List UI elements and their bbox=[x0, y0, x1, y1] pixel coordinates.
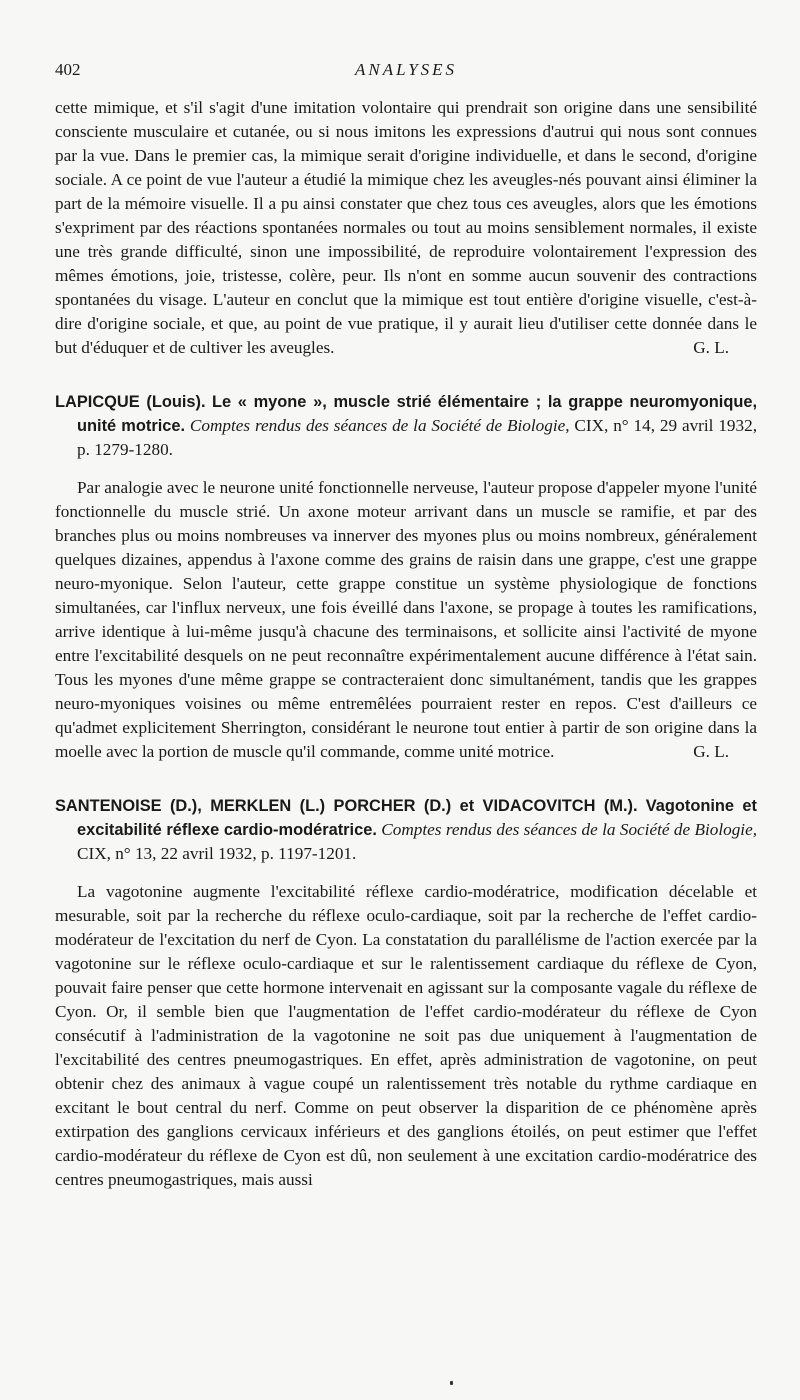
page-header bbox=[55, 60, 757, 84]
review-body-santenoise bbox=[55, 880, 757, 1192]
review-text: Par analogie avec le neurone unité fonctionnelle nerveuse, l'auteur propose d'appeler myone l'unité fonctionnelle du muscle strié. Un axone moteur arrivant dans un muscle se ramifie, et par des branches plus ou moins nombreuses va innerver des myones plus ou moins nombreux, généralement quelques dizaines, appendus à l'axone comme des grains de raisin dans une grappe, c'est une grappe neuro-myonique. Selon l'auteur, cette grappe constitue un système physiologique de fonctions simultanées, car l'influx nerveux, une fois éveillé dans l'axone, se propage à toutes les ramifications, arrive identique à lui-même jusqu'à chacune des terminaisons, et sollicite ainsi l'activité de myone entre l'excitabilité desquels on ne peut reconnaître expérimentalement aucune différence à l'état sain. Tous les myones d'une même grappe se contracteraient donc simultanément, tandis que les grappes neuro-myoniques voisines ou même entremêlées pourraient rester en repos. C'est d'ailleurs ce qu'admet explicitement Sherrington, considérant le neurone tout entier à partir de son origine dans la moelle avec la portion de muscle qu'il commande, comme unité motrice. bbox=[55, 478, 757, 761]
review-header-santenoise bbox=[55, 794, 757, 866]
review-header-lapicque bbox=[55, 390, 757, 462]
review-authors: SANTENOISE (D.), MERKLEN (L.) PORCHER (D.) et VIDACOVITCH (M.). bbox=[55, 797, 638, 815]
reviewer-initials: G. L. bbox=[693, 338, 729, 357]
page-body bbox=[55, 96, 757, 1192]
previous-review-text: cette mimique, et s'il s'agit d'une imitation volontaire qui prendrait son origine dans une sensibilité consciente musculaire et cutanée, ou si nous imitons les expressions d'autrui qui nous sont connues par la vue. Dans le premier cas, la mimique serait d'origine individuelle, et dans le second, d'origine sociale. A ce point de vue l'auteur a étudié la mimique chez les aveugles-nés pouvant ainsi éliminer la part de la mémoire visuelle. Il a pu ainsi constater que chez tous ces aveugles, alors que les émotions s'expriment par des réactions spontanées normales ou tout au moins sensiblement normales, il existe une très grande difficulté, sinon une impossibilité, de reproduire volontairement l'expression des mêmes émotions, joie, tristesse, colère, peur. Ils n'ont en somme aucun souvenir des contractions spontanées du visage. L'auteur en conclut que la mimique est tout entière d'origine visuelle, c'est-à-dire d'origine sociale, et que, au point de vue pratique, il y aurait lieu d'utiliser cette donnée dans le but d'éduquer et de cultiver les aveugles. bbox=[55, 98, 757, 357]
page-number: 402 bbox=[55, 60, 81, 79]
print-speck bbox=[450, 1381, 453, 1385]
review-body-lapicque bbox=[55, 476, 757, 764]
review-title: Le « myone », muscle strié élémentaire ; la grappe neuromyonique, unité motrice. bbox=[77, 393, 758, 435]
review-title: Vagotonine et excitabilité réflexe cardio-modératrice. bbox=[77, 797, 757, 839]
review-text: La vagotonine augmente l'excitabilité réflexe cardio-modératrice, modification décelable et mesurable, soit par la recherche du réflexe oculo-cardiaque, soit par la recherche de l'effet cardio-modérateur de l'excitation du nerf de Cyon. La constatation du parallélisme de l'action exercée par la vagotonine sur le réflexe oculo-cardiaque et sur le ralentissement cardiaque du réflexe de Cyon, pouvait faire penser que cette hormone intervenait en agissant sur la composante vagale du réflexe de Cyon. Or, il semble bien que l'augmentation de l'effet cardio-modérateur du réflexe de Cyon consécutif à l'administration de la vagotonine ne soit pas due uniquement à l'augmentation de l'excitabilité des centres pneumogastriques. En effet, après administration de vagotonine, on peut obtenir chez des animaux à vague coupé un ralentissement très notable du rythme cardiaque en excitant le bout central du nerf. Comme on peut observer la disparition de ce phénomène après extirpation des ganglions cervicaux inférieurs et des ganglions étoilés, on peut estimer que l'effet cardio-modérateur du réflexe de Cyon est dû, non seulement à une excitation cardio-modératrice des centres pneumogastriques, mais aussi bbox=[55, 882, 757, 1189]
reviewer-initials: G. L. bbox=[693, 742, 729, 761]
review-citation: CIX, n° 14, 29 avril 1932, p. 1279-1280. bbox=[77, 416, 757, 459]
running-title: ANALYSES bbox=[354, 60, 458, 79]
previous-review-continuation bbox=[55, 96, 757, 360]
review-journal: Comptes rendus des séances de la Société de Biologie, bbox=[189, 416, 570, 435]
review-authors: LAPICQUE (Louis). bbox=[55, 393, 206, 411]
review-journal: Comptes rendus des séances de la Société de Biologie, bbox=[381, 820, 757, 839]
review-citation: CIX, n° 13, 22 avril 1932, p. 1197-1201. bbox=[77, 844, 357, 863]
